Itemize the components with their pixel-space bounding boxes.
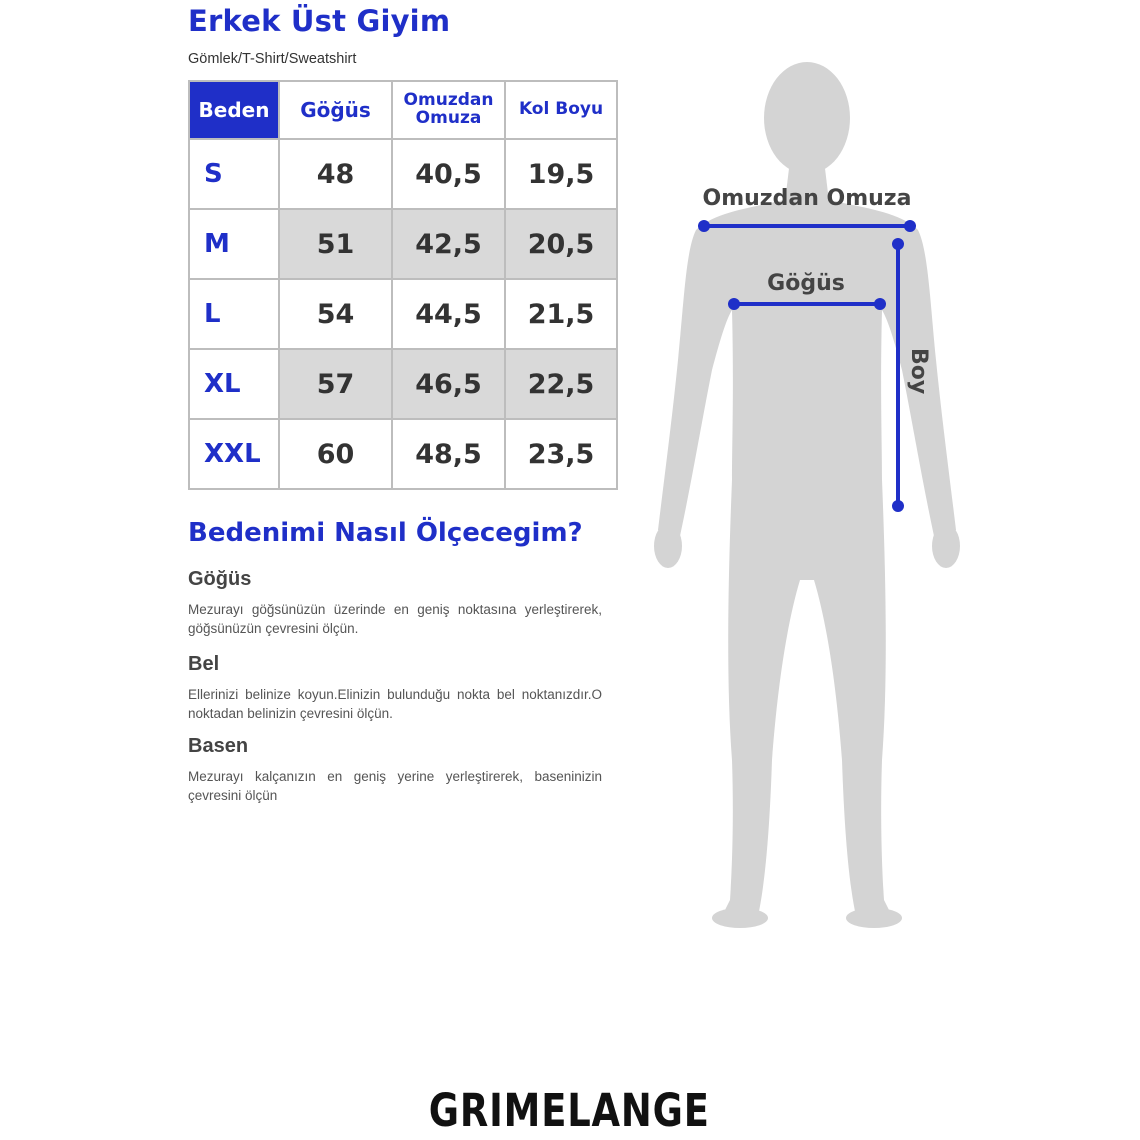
gogus-cell: 60 bbox=[279, 419, 392, 489]
kol-cell: 20,5 bbox=[505, 209, 617, 279]
page-subtitle: Gömlek/T-Shirt/Sweatshirt bbox=[188, 51, 357, 67]
length-bottom-dot bbox=[892, 500, 904, 512]
size-cell: S bbox=[189, 139, 279, 209]
chest-label: Göğüs bbox=[767, 271, 845, 296]
omuz-cell: 44,5 bbox=[392, 279, 505, 349]
size-cell: M bbox=[189, 209, 279, 279]
kol-cell: 19,5 bbox=[505, 139, 617, 209]
kol-cell: 21,5 bbox=[505, 279, 617, 349]
column-header-gogus: Göğüs bbox=[279, 81, 392, 139]
table-row bbox=[189, 419, 617, 489]
size-table-header bbox=[189, 81, 617, 139]
size-table bbox=[188, 80, 618, 490]
length-top-dot bbox=[892, 238, 904, 250]
table-row bbox=[189, 349, 617, 419]
chest-right-dot bbox=[874, 298, 886, 310]
shoulder-left-dot bbox=[698, 220, 710, 232]
column-header-kol-boyu: Kol Boyu bbox=[505, 81, 617, 139]
gogus-cell: 51 bbox=[279, 209, 392, 279]
size-cell: L bbox=[189, 279, 279, 349]
guide-text-basen: Mezurayı kalçanızın en geniş yerine yerleştirerek, baseninizin çevresini ölçün bbox=[188, 769, 602, 803]
shoulder-label: Omuzdan Omuza bbox=[702, 186, 912, 211]
chest-left-dot bbox=[728, 298, 740, 310]
guide-text-bel: Ellerinizi belinize koyun.Elinizin bulunduğu nokta bel noktanızdır.O noktadan belinizin çevresini ölçün. bbox=[188, 687, 602, 721]
body-silhouette-figure bbox=[640, 60, 980, 940]
kol-cell: 23,5 bbox=[505, 419, 617, 489]
gogus-cell: 48 bbox=[279, 139, 392, 209]
column-header-omuz: Omuzdan Omuza bbox=[392, 81, 505, 139]
brand-logo: GRIMELANGE bbox=[428, 1084, 710, 1137]
guide-heading-gogus: Göğüs bbox=[188, 568, 252, 590]
page-title: Erkek Üst Giyim bbox=[188, 4, 451, 38]
size-cell: XXL bbox=[189, 419, 279, 489]
omuz-cell: 48,5 bbox=[392, 419, 505, 489]
guide-heading-basen: Basen bbox=[188, 735, 249, 757]
column-header-beden: Beden bbox=[189, 81, 279, 139]
length-label: Boy bbox=[906, 348, 931, 395]
guide-heading-bel: Bel bbox=[188, 653, 220, 675]
omuz-cell: 42,5 bbox=[392, 209, 505, 279]
table-row bbox=[189, 139, 617, 209]
measure-guide-title: Bedenimi Nasıl Ölçecegim? bbox=[188, 518, 583, 548]
guide-text-gogus: Mezurayı göğsünüzün üzerinde en geniş noktasına yerleştirerek, göğsünüzün çevresini ölçün. bbox=[188, 602, 602, 636]
size-cell: XL bbox=[189, 349, 279, 419]
gogus-cell: 54 bbox=[279, 279, 392, 349]
table-row bbox=[189, 209, 617, 279]
table-row bbox=[189, 279, 617, 349]
gogus-cell: 57 bbox=[279, 349, 392, 419]
shoulder-right-dot bbox=[904, 220, 916, 232]
omuz-cell: 46,5 bbox=[392, 349, 505, 419]
kol-cell: 22,5 bbox=[505, 349, 617, 419]
omuz-cell: 40,5 bbox=[392, 139, 505, 209]
